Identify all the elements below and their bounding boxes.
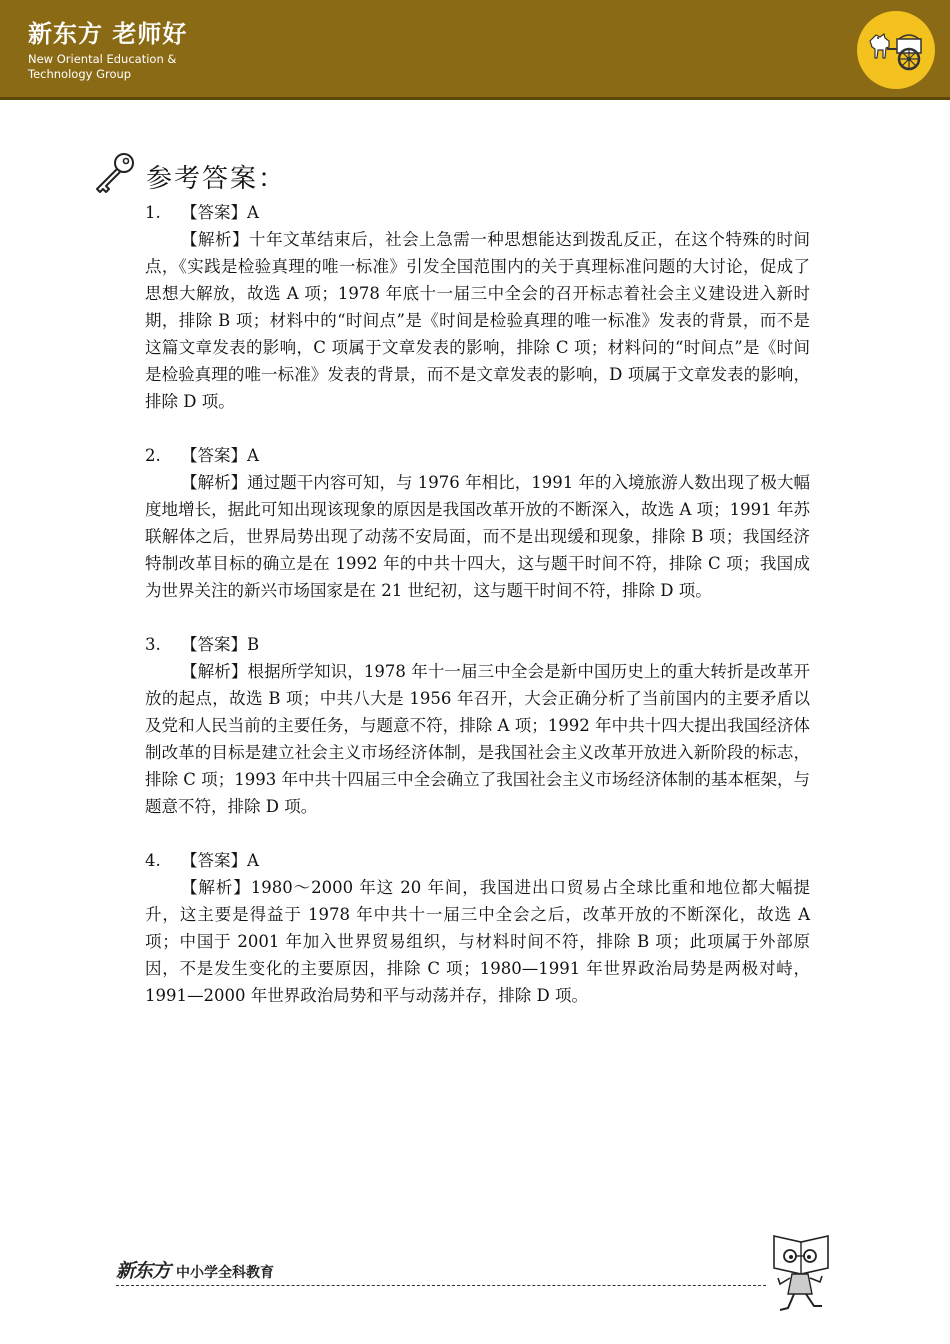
footer-subtitle: 中小学全科教育 <box>176 1265 275 1281</box>
brand-name-en-line2: Technology Group <box>28 67 132 81</box>
brand-name-en-line1: New Oriental Education & <box>28 52 177 66</box>
answer-text: 【答案】A <box>181 203 259 222</box>
section-title: 参考答案： <box>146 164 287 194</box>
footer-divider <box>116 1285 766 1286</box>
key-icon <box>92 150 138 196</box>
answer-text: 【答案】A <box>181 851 259 870</box>
brand-name-cn: 新东方 老师好 <box>28 20 188 48</box>
analysis-text: 【解析】根据所学知识，1978 年十一届三中全会是新中国历史上的重大转折是改革开放的起点，故选 B 项；中共八大是 1956 年召开，大会正确分析了当前国内的主要矛盾以及党和人民当前的主要任务，与题意不符，排除 A 项；1992 年中共十四大提出我国经济体制改革的目标是建立社会主义市场经济体制，是我国社会主义改革开放进入新阶段的标志，排除 C 项；1993 年中共十四届三中全会确立了我国社会主义市场经济体制的基本框架，与题意不符，排除 D 项。 <box>145 662 810 816</box>
answer-item-3 <box>145 631 810 820</box>
answer-line <box>145 199 810 226</box>
footer-brand <box>116 1256 274 1283</box>
question-number: 4. <box>145 851 161 870</box>
horse-carriage-logo-icon <box>857 11 935 89</box>
question-number: 3. <box>145 635 161 654</box>
reading-mascot-icon <box>768 1232 834 1314</box>
answer-text: 【答案】B <box>181 635 260 654</box>
question-number: 2. <box>145 446 161 465</box>
answer-line <box>145 631 810 658</box>
answer-text: 【答案】A <box>181 446 259 465</box>
question-number: 1. <box>145 203 161 222</box>
answer-line <box>145 442 810 469</box>
analysis-text: 【解析】1980～2000 年这 20 年间，我国进出口贸易占全球比重和地位都大幅提升，这主要是得益于 1978 年中共十一届三中全会之后，改革开放的不断深化，故选 A 项；中国于 2001 年加入世界贸易组织，与材料时间不符，排除 B 项；此项属于外部原因，不是发生变化的主要原因，排除 C 项；1980—1991 年世界政治局势是两极对峙，1991—2000 年世界政治局势和平与动荡并存，排除 D 项。 <box>145 878 810 1005</box>
brand-name-en <box>28 52 176 82</box>
header-bar <box>0 0 950 100</box>
footer-logo: 新东方 <box>116 1260 171 1282</box>
answer-item-1 <box>145 199 810 415</box>
analysis-text: 【解析】通过题干内容可知，与 1976 年相比，1991 年的入境旅游人数出现了极大幅度地增长，据此可知出现该现象的原因是我国改革开放的不断深入，故选 A 项；1991 年苏联解体之后，世界局势出现了动荡不安局面，而不是出现缓和现象，排除 B 项；我国经济特制改革目标的确立是在 1992 年的中共十四大，这与题干时间不符，排除 C 项；我国成为世界关注的新兴市场国家是在 21 世纪初，这与题干时间不符，排除 D 项。 <box>145 473 810 600</box>
answer-item-2 <box>145 442 810 604</box>
answer-list <box>145 199 810 1009</box>
analysis-text: 【解析】十年文革结束后，社会上急需一种思想能达到拨乱反正，在这个特殊的时间点，《实践是检验真理的唯一标准》引发全国范围内的关于真理标准问题的大讨论，促成了思想大解放，故选 A 项；1978 年底十一届三中全会的召开标志着社会主义建设进入新时期，排除 B 项；材料中的“时间点”是《时间是检验真理的唯一标准》发表的背景，而不是这篇文章发表的影响，C 项属于文章发表的影响，排除 C 项；材料问的“时间点”是《时间是检验真理的唯一标准》发表的背景，而不是文章发表的影响，D 项属于文章发表的影响，排除 D 项。 <box>145 230 810 411</box>
answer-line <box>145 847 810 874</box>
answer-item-4 <box>145 847 810 1009</box>
